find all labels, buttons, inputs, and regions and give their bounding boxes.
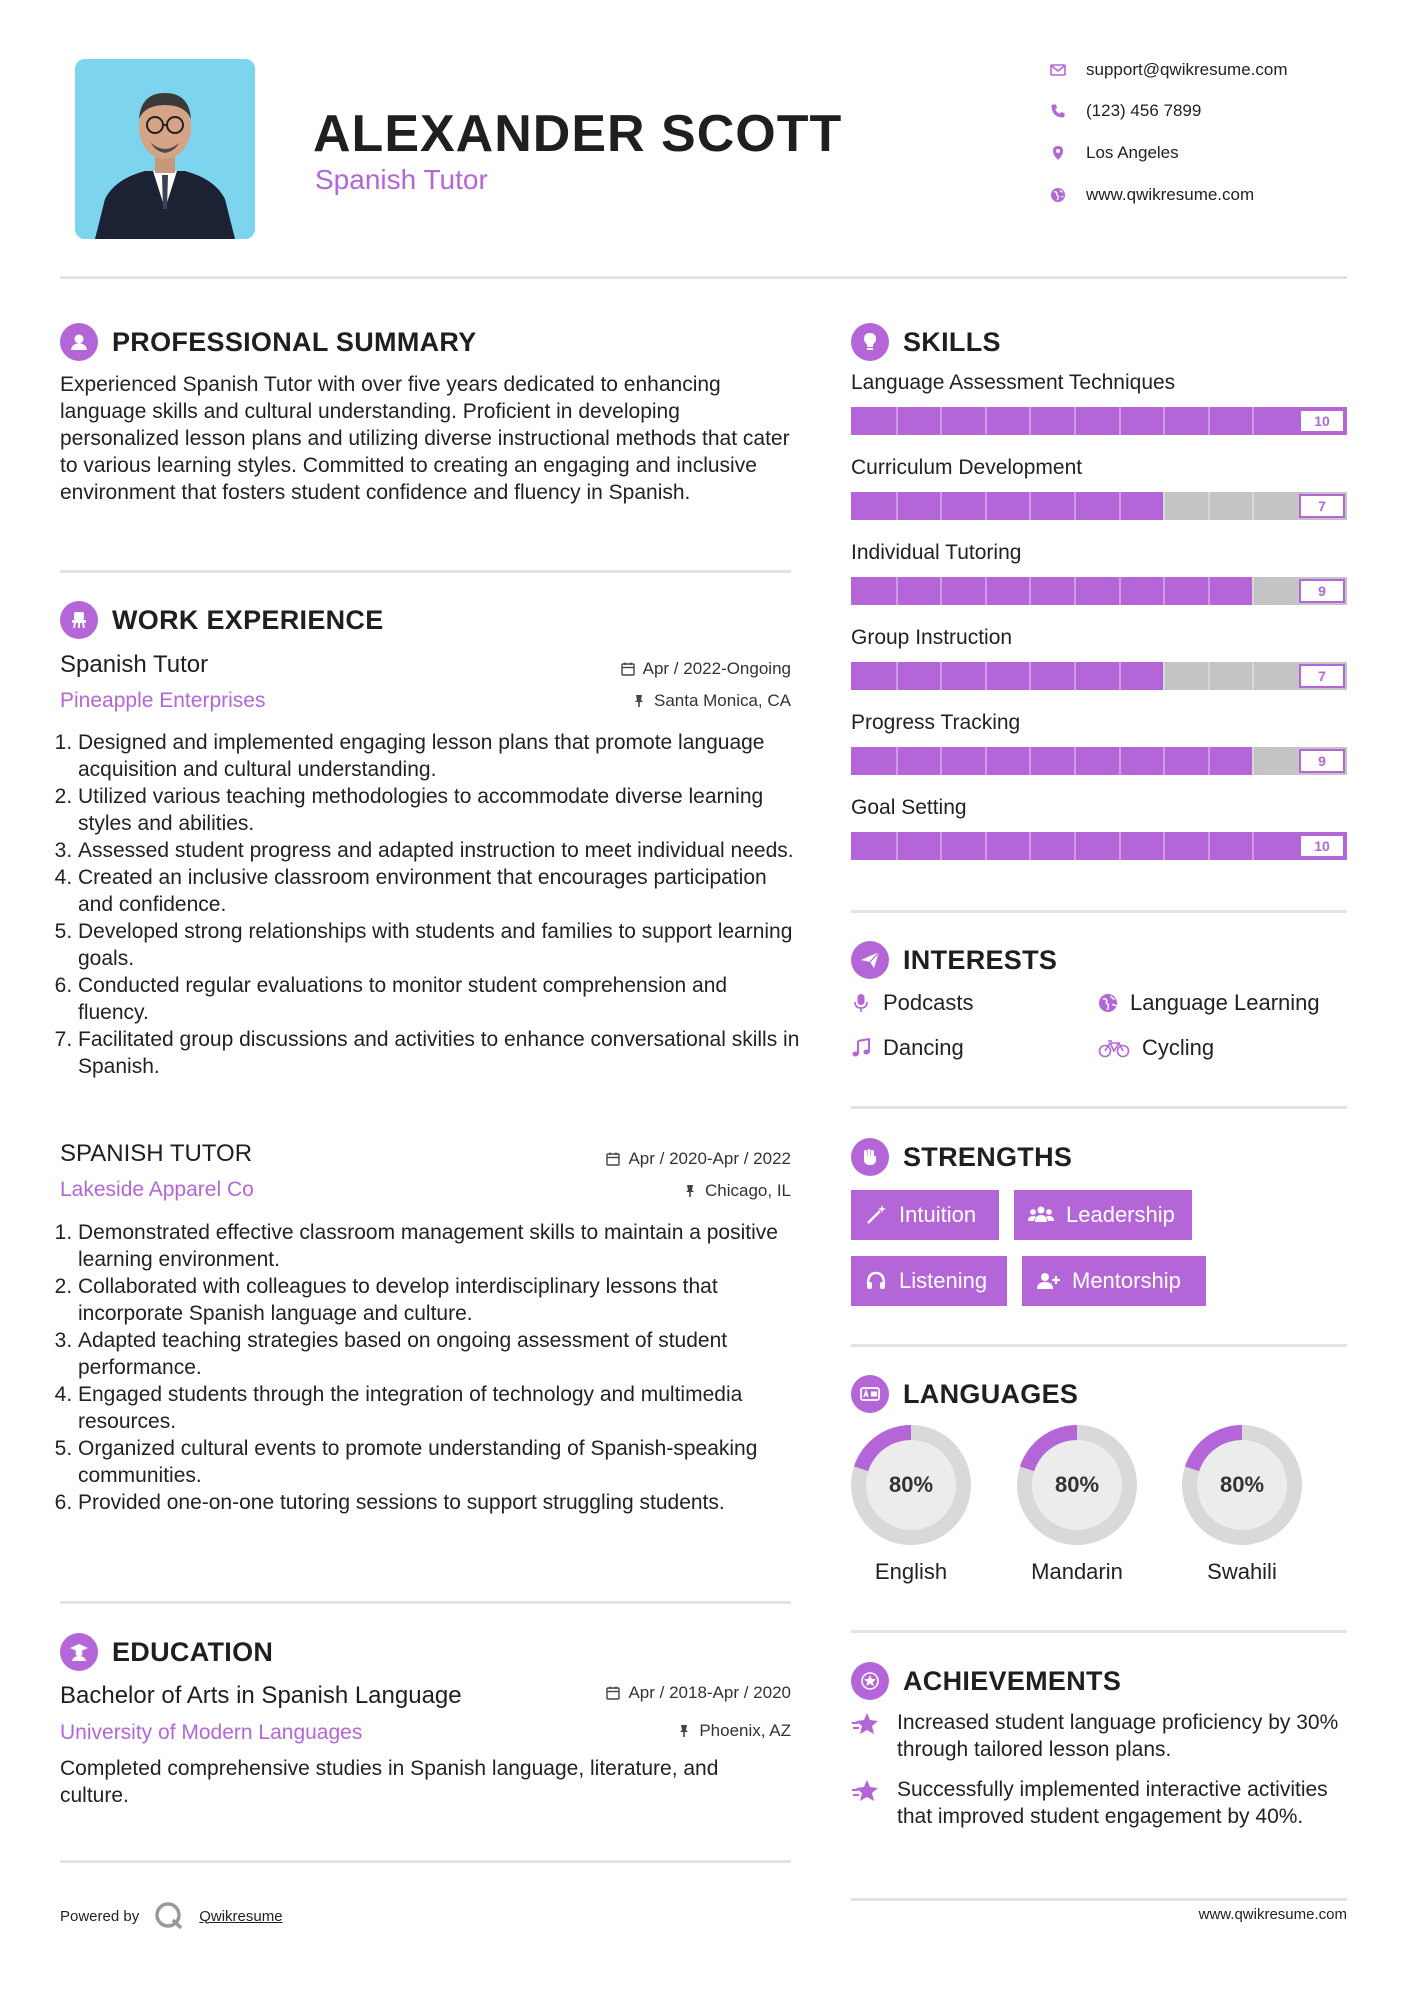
skill-bar (851, 832, 1347, 860)
duty-item: 4. Created an inclusive classroom environment that encourages participation and confidence. (78, 864, 800, 918)
skill-bar-fill (851, 747, 1252, 775)
skill-label: Progress Tracking (851, 711, 1021, 734)
duty-item: 7. Facilitated group discussions and activities to enhance conversational skills in Spanish. (78, 1026, 800, 1080)
skill-bar-segment (940, 662, 942, 690)
duty-item: 4. Engaged students through the integration of technology and multimedia resources. (78, 1381, 800, 1435)
strengths-divider (851, 1344, 1347, 1347)
skill-bar-segment (1029, 492, 1031, 520)
email-text: support@qwikresume.com (1086, 60, 1288, 79)
qwikresume-logo-icon (153, 1900, 185, 1932)
job-2-location (683, 1181, 791, 1201)
summary-heading (60, 323, 477, 361)
calendar-icon (606, 1686, 620, 1700)
skill-label: Individual Tutoring (851, 541, 1022, 564)
strength-label: Listening (899, 1268, 988, 1293)
achievements-heading (851, 1662, 1121, 1700)
magic-wand-icon (865, 1204, 887, 1226)
skill-bar-segment (896, 832, 898, 860)
calendar-icon (606, 1152, 620, 1166)
award-star-icon (851, 1662, 889, 1700)
skill-label: Group Instruction (851, 626, 1013, 649)
skill-bar-segment (985, 747, 987, 775)
job-1-duties (60, 729, 800, 1080)
duty-item: 2. Collaborated with colleagues to develop interdisciplinary lessons that incorporate Spanish language and culture. (78, 1273, 800, 1327)
skill-bar-segment (1163, 407, 1165, 435)
language-ring (835, 1409, 986, 1560)
skill-bar-segment (1252, 492, 1254, 520)
achievements-title: ACHIEVEMENTS (903, 1665, 1122, 1696)
music-note-icon (851, 1038, 871, 1058)
contact-email[interactable] (1050, 60, 1288, 80)
job-1-company: Pineapple Enterprises (60, 689, 266, 712)
skill-bar-segment (1252, 407, 1254, 435)
education-title: EDUCATION (112, 1636, 274, 1667)
microphone-icon (851, 993, 871, 1013)
skill-bar-segment (1074, 492, 1076, 520)
skill-bar (851, 747, 1347, 775)
skill-bar-segment (940, 577, 942, 605)
skills-heading (851, 323, 1001, 361)
job-1-dates (621, 659, 791, 679)
language-percent: 80% (1032, 1440, 1122, 1530)
skill-bar-segment (1119, 577, 1121, 605)
skill-bar-segment (1208, 577, 1210, 605)
footer-powered-by (60, 1900, 283, 1932)
skill-bar-fill (851, 407, 1347, 435)
user-plus-icon (1036, 1270, 1060, 1292)
language-percent: 80% (1197, 1440, 1287, 1530)
education-heading (60, 1633, 273, 1671)
globe-icon (1050, 187, 1066, 203)
skill-bar-segment (1119, 832, 1121, 860)
skill-bar (851, 577, 1347, 605)
interest-language-learning (1098, 990, 1320, 1016)
duty-item: 6. Conducted regular evaluations to monitor student comprehension and fluency. (78, 972, 800, 1026)
achievements-divider (851, 1898, 1347, 1901)
job-2-duties (60, 1219, 800, 1516)
paper-plane-icon (851, 941, 889, 979)
graduate-icon (60, 1633, 98, 1671)
powered-by-text: Powered by (60, 1907, 140, 1925)
strength-listening (851, 1256, 1007, 1306)
job-1-dates-text: Apr / 2022-Ongoing (642, 659, 791, 678)
summary-title: PROFESSIONAL SUMMARY (112, 326, 477, 357)
strengths-heading (851, 1138, 1072, 1176)
skill-bar-segment (1208, 407, 1210, 435)
candidate-name: ALEXANDER SCOTT (313, 105, 843, 163)
languages-title: LANGUAGES (903, 1378, 1079, 1409)
interest-label: Dancing (883, 1035, 964, 1060)
skill-bar-segment (1163, 747, 1165, 775)
skill-bar-segment (1252, 747, 1254, 775)
skill-bar-segment (985, 832, 987, 860)
languages-heading (851, 1375, 1078, 1413)
pushpin-icon (677, 1724, 691, 1738)
duty-item: 3. Adapted teaching strategies based on ongoing assessment of student performance. (78, 1327, 800, 1381)
interest-dancing (851, 1035, 964, 1061)
skill-bar-segment (1163, 662, 1165, 690)
skill-bar-fill (851, 832, 1347, 860)
skill-bar-segment (1119, 407, 1121, 435)
language-name: Swahili (1207, 1559, 1277, 1584)
education-degree: Bachelor of Arts in Spanish Language (60, 1682, 462, 1709)
phone-icon (1050, 103, 1066, 119)
briefcase-chair-icon (60, 601, 98, 639)
skill-score-badge: 9 (1299, 749, 1345, 773)
skill-bar-segment (940, 407, 942, 435)
achievement-text: Increased student language proficiency by 30% through tailored lesson plans. (897, 1711, 1339, 1761)
work-heading (60, 601, 384, 639)
envelope-icon (1050, 62, 1066, 78)
skill-label: Goal Setting (851, 796, 967, 819)
achievement-item (851, 1776, 1351, 1830)
skill-bar (851, 662, 1347, 690)
skill-bar-segment (1029, 407, 1031, 435)
skills-title: SKILLS (903, 326, 1001, 357)
skill-bar-segment (1074, 747, 1076, 775)
interest-cycling (1098, 1035, 1214, 1061)
footer-website[interactable]: www.qwikresume.com (1198, 1906, 1347, 1923)
education-location (677, 1721, 791, 1741)
job-1-location-text: Santa Monica, CA (653, 691, 791, 710)
job-1-title: Spanish Tutor (60, 651, 209, 678)
language-name: English (874, 1559, 948, 1584)
duty-item: 2. Utilized various teaching methodologies to accommodate diverse learning styles and abilities. (78, 783, 800, 837)
skill-bar-segment (940, 492, 942, 520)
education-location-text: Phoenix, AZ (699, 1721, 791, 1740)
skill-bar-segment (896, 747, 898, 775)
work-divider (60, 1601, 791, 1604)
star-ribbon-icon (851, 1711, 881, 1737)
skill-score-badge: 10 (1299, 834, 1345, 858)
skill-bar-segment (896, 577, 898, 605)
skill-bar-segment (1252, 662, 1254, 690)
skill-bar-segment (1252, 832, 1254, 860)
skill-bar-segment (896, 492, 898, 520)
job-2-dates-text: Apr / 2020-Apr / 2022 (628, 1149, 791, 1168)
skills-divider (851, 910, 1347, 913)
interest-label: Cycling (1142, 1035, 1215, 1060)
skill-score-badge: 7 (1299, 494, 1345, 518)
skill-bar-segment (985, 492, 987, 520)
person-photo-icon (75, 59, 255, 239)
skill-bar-segment (985, 407, 987, 435)
strength-leadership (1014, 1190, 1192, 1240)
website-text: www.qwikresume.com (1086, 185, 1255, 204)
summary-divider (60, 570, 791, 573)
strength-intuition (851, 1190, 999, 1240)
skill-bar-segment (896, 407, 898, 435)
language-card-icon (851, 1375, 889, 1413)
job-1-location (632, 691, 791, 711)
phone-text: (123) 456 7899 (1086, 101, 1202, 120)
education-divider (60, 1860, 791, 1863)
skill-bar-segment (1074, 577, 1076, 605)
duty-item: 5. Developed strong relationships with students and families to support learning goals. (78, 918, 800, 972)
pushpin-icon (632, 694, 646, 708)
star-ribbon-icon (851, 1778, 881, 1804)
skill-bar (851, 407, 1347, 435)
interest-podcasts (851, 990, 974, 1016)
interest-label: Podcasts (883, 990, 974, 1015)
interest-label: Language Learning (1130, 990, 1320, 1015)
skill-bar (851, 492, 1347, 520)
pushpin-icon (683, 1184, 697, 1198)
language-ring (1001, 1409, 1152, 1560)
education-dates-text: Apr / 2018-Apr / 2020 (628, 1683, 791, 1702)
users-icon (1028, 1204, 1054, 1226)
duty-item: 5. Organized cultural events to promote understanding of Spanish-speaking communities. (78, 1435, 800, 1489)
skill-bar-segment (1208, 832, 1210, 860)
skill-bar-segment (1163, 492, 1165, 520)
headphones-icon (865, 1270, 887, 1292)
contact-phone[interactable] (1050, 101, 1201, 121)
duty-item: 1. Demonstrated effective classroom management skills to maintain a positive learning environment. (78, 1219, 800, 1273)
location-text: Los Angeles (1086, 143, 1179, 162)
bicycle-icon (1098, 1038, 1130, 1058)
strength-mentorship (1022, 1256, 1206, 1306)
skill-label: Language Assessment Techniques (851, 371, 1176, 394)
skill-bar-segment (1029, 662, 1031, 690)
header-divider (60, 276, 1347, 279)
globe-icon (1098, 993, 1118, 1013)
skill-bar-segment (940, 747, 942, 775)
skill-bar-segment (1119, 662, 1121, 690)
skill-bar-segment (1163, 832, 1165, 860)
strength-label: Leadership (1066, 1202, 1175, 1227)
contact-location (1050, 143, 1179, 163)
lightbulb-icon (851, 323, 889, 361)
languages-divider (851, 1630, 1347, 1633)
job-2-location-text: Chicago, IL (705, 1181, 791, 1200)
skill-bar-segment (985, 662, 987, 690)
skill-bar-segment (940, 832, 942, 860)
skill-bar-segment (1074, 662, 1076, 690)
job-2-title: SPANISH TUTOR (60, 1140, 253, 1167)
education-school: University of Modern Languages (60, 1721, 363, 1744)
skill-bar-segment (1163, 577, 1165, 605)
skill-bar-segment (1074, 407, 1076, 435)
user-icon (60, 323, 98, 361)
strength-label: Intuition (899, 1202, 977, 1227)
duty-item: 6. Provided one-on-one tutoring sessions to support struggling students. (78, 1489, 800, 1516)
work-title: WORK EXPERIENCE (112, 604, 384, 635)
skill-bar-segment (1029, 577, 1031, 605)
skill-label: Curriculum Development (851, 456, 1083, 479)
skill-bar-segment (1252, 577, 1254, 605)
skill-bar-fill (851, 577, 1252, 605)
interests-divider (851, 1106, 1347, 1109)
duty-item: 1. Designed and implemented engaging lesson plans that promote language acquisition and cultural understanding. (78, 729, 800, 783)
qwikresume-link[interactable]: Qwikresume (199, 1907, 283, 1925)
job-2-company: Lakeside Apparel Co (60, 1178, 254, 1201)
contact-website[interactable] (1050, 185, 1254, 205)
fist-icon (851, 1138, 889, 1176)
skill-bar-segment (985, 577, 987, 605)
achievement-item (851, 1709, 1351, 1763)
skill-bar-segment (1208, 492, 1210, 520)
strengths-title: STRENGTHS (903, 1141, 1073, 1172)
skill-score-badge: 9 (1299, 579, 1345, 603)
skill-bar-segment (896, 662, 898, 690)
skill-score-badge: 7 (1299, 664, 1345, 688)
education-dates (606, 1683, 791, 1703)
skill-bar-segment (1029, 747, 1031, 775)
strength-label: Mentorship (1072, 1268, 1181, 1293)
candidate-role: Spanish Tutor (315, 164, 488, 195)
skill-bar-segment (1119, 492, 1121, 520)
language-percent: 80% (866, 1440, 956, 1530)
duty-item: 3. Assessed student progress and adapted instruction to meet individual needs. (78, 837, 800, 864)
job-2-dates (606, 1149, 791, 1169)
profile-photo (75, 59, 255, 239)
language-ring (1166, 1409, 1317, 1560)
interests-heading (851, 941, 1057, 979)
skill-bar-segment (1208, 747, 1210, 775)
achievement-text: Successfully implemented interactive activities that improved student engagement by 40%. (897, 1778, 1328, 1828)
skill-bar-segment (1208, 662, 1210, 690)
skill-score-badge: 10 (1299, 409, 1345, 433)
interests-title: INTERESTS (903, 944, 1058, 975)
skill-bar-segment (1029, 832, 1031, 860)
skill-bar-segment (1119, 747, 1121, 775)
map-pin-icon (1050, 145, 1066, 161)
language-name: Mandarin (1031, 1559, 1123, 1584)
calendar-icon (621, 662, 635, 676)
summary-text: Experienced Spanish Tutor with over five years dedicated to enhancing language skills and cultural understanding. Proficient in developing personalized lesson plans and utilizing diverse instructional methods that cater to various learning styles. Committed to creating an engaging and inclusive environment that fosters student confidence and fluency in Spanish. (60, 373, 790, 504)
skill-bar-segment (1074, 832, 1076, 860)
education-description: Completed comprehensive studies in Spanish language, literature, and culture. (60, 1757, 719, 1807)
